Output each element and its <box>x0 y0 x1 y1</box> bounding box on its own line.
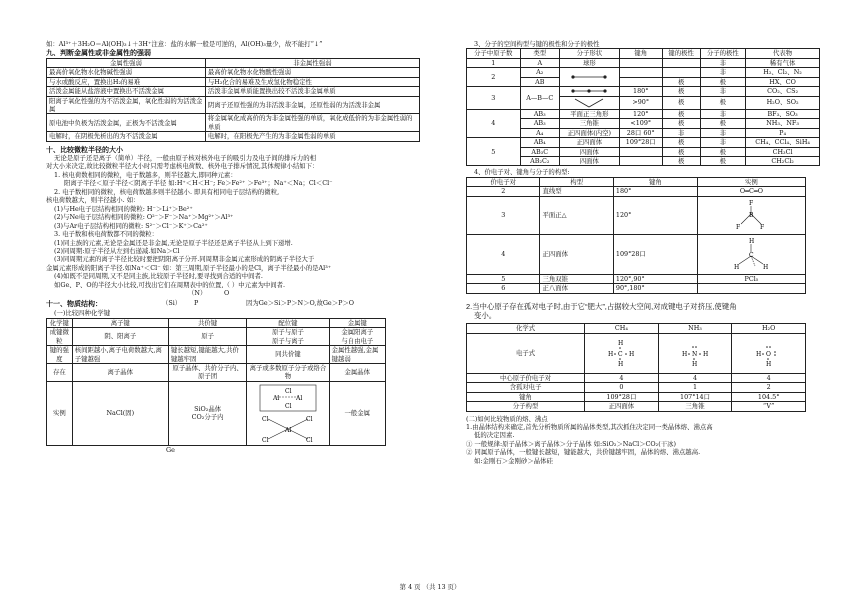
table-cell: H₂O、SO₂ <box>746 96 820 109</box>
element-o: O <box>224 289 230 298</box>
table-cell: 109°28口 <box>585 392 659 401</box>
atom-label: F <box>736 224 741 232</box>
atom-label: H <box>749 238 755 246</box>
table-cell: 正四面体 <box>560 138 620 147</box>
table-cell: 非 <box>662 128 700 137</box>
paragraph-line: 阳离子半径＜原子半径＜阴离子半径 如:H⁺＜H＜H⁻; Fe＞Fe²⁺ ＞Fe³⁺；Na⁺＜Na；Cl＜Cl⁻ <box>64 179 333 188</box>
table-cell: 四面体 <box>560 147 620 156</box>
table-cell: 180° <box>613 187 697 196</box>
paragraph-line: (1)与He电子层结构相同的微粒: H⁻＞Li⁺＞Be²⁺ <box>54 204 193 213</box>
table-cell: A—B—C <box>520 87 559 109</box>
table-cell: 非 <box>700 128 746 137</box>
table-cell: 极 <box>700 96 746 109</box>
paragraph-line: ② 同属原子晶体，一般键长越短，键能越大，共价键越牢固，晶体的熔、沸点越高. <box>466 448 701 457</box>
table-cell: 一般金属 <box>329 381 385 445</box>
table-header: 配位键 <box>247 318 329 327</box>
ch4-structure-svg <box>731 236 771 272</box>
table-cell: 电解时，在阴极先析出的为不活泼金属 <box>47 132 206 141</box>
table-cell: 28口 60° <box>619 128 662 137</box>
paragraph-line: (二)如何比较物质的熔、沸点 <box>466 414 548 423</box>
radius-rules <box>46 154 420 289</box>
table-cell: 存在 <box>47 363 73 381</box>
table-cell <box>619 58 662 67</box>
table-cell: 三角双锥 <box>540 274 613 283</box>
table-header: 键的极性 <box>662 49 700 58</box>
atom-label: B <box>749 212 754 220</box>
section-4-title: 4、价电子对、键角与分子的构型: <box>474 168 570 177</box>
table-cell: 稀有气体 <box>746 58 820 67</box>
table-cell: CH₄、CCl₄、SiH₄ <box>746 138 820 147</box>
table-cell: 离子或多数原子分子或络合物 <box>247 363 329 381</box>
table-cell: 阴、阳离子 <box>72 328 168 346</box>
table-cell: 正四面体 <box>540 234 613 274</box>
table-cell: 活泼非金属单质能置换出较不活泼非金属单质 <box>205 87 419 96</box>
table-cell: 平面正△ <box>540 196 613 234</box>
table-cell: PCl₅ <box>697 274 805 283</box>
section-10-title: 十、比较微粒半径的大小 <box>46 144 123 154</box>
table-cell: 107°14口 <box>658 392 732 401</box>
table-cell: 极 <box>662 109 700 118</box>
table-cell: 金属阳离子 与自由电子 <box>329 328 385 346</box>
table-cell: SiO₂晶体 CO₂分子内 <box>168 381 246 445</box>
paragraph-line: 2. 电子数相同的微粒，核电荷数越多则半径越小. 即具有相同电子层结构的微粒, <box>54 187 280 196</box>
paragraph-line: ① 一般规律:原子晶体＞离子晶体＞分子晶体 如:SiO₂＞NaCl＞CO₂(干冰) <box>466 439 676 448</box>
paragraph-line: (2)与Ne电子层结构相同的微粒: O²⁻＞F⁻＞Na⁺＞Mg²⁺＞Al³⁺ <box>54 213 234 222</box>
paragraph-line: 如Ge、P、O的半径大小比较,可找出它们在周期表中的位置,（ ）中元素为中间者. <box>54 280 286 289</box>
paragraph-line: 1.由晶体结构来确定,首先分析物质所属的晶体类型,其次抓住决定同一类晶体熔、沸点高 <box>466 422 713 431</box>
table-cell: 与H₂化合的易难及生成氢化物稳定性 <box>205 77 419 86</box>
table-header: 键角 <box>619 49 662 58</box>
table-cell: 金属性越强,金属键越弱 <box>329 346 385 364</box>
table-cell: 成键微粒 <box>47 328 73 346</box>
nh3-lewis-svg <box>680 338 710 368</box>
table-cell: 0 <box>585 383 659 392</box>
h2o-lewis-svg <box>754 338 784 368</box>
svg-text:H: H <box>755 351 761 359</box>
table-header: 代表物 <box>746 49 820 58</box>
chemical-bond-table <box>46 318 386 446</box>
ch4-electron-formula <box>585 333 659 373</box>
table-cell: 原电池中负极为活泼金属，正极为不活泼金属 <box>47 114 206 132</box>
table-cell: 6 <box>467 284 540 293</box>
table-cell: HX、CO <box>746 77 820 86</box>
table-cell: 极 <box>700 77 746 86</box>
table-header: 构型 <box>540 177 613 186</box>
paragraph-line: 核电荷数越大，则半径越小. 如： <box>46 196 140 205</box>
table-cell: O═C═O <box>697 187 805 196</box>
table-cell: AB₄ <box>520 138 559 147</box>
bent-molecule-svg <box>569 97 609 109</box>
element-ge: Ge <box>166 445 175 454</box>
svg-text:N: N <box>692 351 698 359</box>
table-header: 离子键 <box>72 318 168 327</box>
table-cell: 极 <box>700 147 746 156</box>
svg-text:H: H <box>703 351 709 359</box>
vsepr-table <box>466 177 806 294</box>
svg-text:C: C <box>618 351 623 359</box>
table-cell: P₄ <box>746 128 820 137</box>
paragraph-line: 1. 核电荷数相同的微粒，电子数越多，则半径越大,即同种元素： <box>54 170 237 179</box>
svg-text:O: O <box>765 351 771 359</box>
paragraph-line: 3. 电子数和核电荷数都不同的微粒： <box>54 230 158 239</box>
table-header: 化学式 <box>467 324 585 333</box>
section-11-subtitle: (一)比较四种化学键 <box>54 309 111 318</box>
table-cell: 三角锥 <box>658 402 732 411</box>
table-header: 分子中原子数 <box>467 49 521 58</box>
table-cell: 极 <box>662 87 700 96</box>
bent-shape-cell <box>560 96 620 109</box>
linear-triatomic-cell <box>560 87 620 96</box>
table-cell: 104.5° <box>732 392 806 401</box>
table-cell: 键的强度 <box>47 346 73 364</box>
table-cell: 5 <box>467 138 521 166</box>
hydrolysis-note: 如：Al³⁺＋3H₂O＝Al(OH)₃↓＋3H⁺注意：盐的水解一般是可逆的，Al(OH)₃量少，故不能打“↓” <box>46 40 323 48</box>
table-cell: 四面体 <box>560 156 620 165</box>
left-column <box>46 40 420 454</box>
svg-text:H: H <box>608 351 614 359</box>
paragraph-line: (1)同主族的元素,无论是金属还是非金属,无论是原子半径还是离子半径从上到下递增. <box>54 238 293 247</box>
nh3-electron-formula <box>658 333 732 373</box>
paragraph-line: (3)同周期元素的离子半径比较时要把阴阳离子分开.同周期非金属元素形成的阴离子半径大于 <box>54 255 315 264</box>
table-cell: 将金属氧化成高价的为非金属性强的单质，氧化成低价的为非金属性弱的单质 <box>205 114 419 132</box>
table-cell: NH₃、NF₃ <box>746 119 820 128</box>
table-cell: 3 <box>467 196 540 234</box>
table-cell: A₄ <box>520 128 559 137</box>
table-cell: 120°,90° <box>613 274 697 283</box>
table-header: 实例 <box>697 177 805 186</box>
paragraph-line: (4)如既不是同周期,又不是同主族,比较原子半径时,要寻找到合适的中间者. <box>54 272 263 281</box>
table-cell: 2 <box>467 187 540 196</box>
table-header: 分子形状 <box>560 49 620 58</box>
h2o-electron-formula <box>732 333 806 373</box>
element-si: （Si） <box>162 299 182 308</box>
table-cell: 4 <box>732 373 806 382</box>
al2cl6-structure-diagram <box>247 381 329 445</box>
table-header: 共价键 <box>168 318 246 327</box>
table-cell: 4 <box>467 234 540 274</box>
table-header: 价电子对 <box>467 177 540 186</box>
table-cell: 原子与原子 原子与离子 <box>247 328 329 346</box>
table-cell: 2 <box>467 68 521 87</box>
atom-label: F <box>749 200 754 208</box>
ch4-structure-cell <box>697 234 805 274</box>
table-cell: 中心原子价电子对 <box>467 373 585 382</box>
atom-label: F <box>760 224 765 232</box>
table-header: 类型 <box>520 49 559 58</box>
linear-triatomic-svg <box>569 87 609 95</box>
table-cell <box>619 68 662 77</box>
svg-text:H: H <box>692 361 698 369</box>
radius-relation: 因为Ge＞Si＞P＞N＞O,故Ge＞P＞O <box>246 299 355 308</box>
table-cell: 90°,180° <box>613 284 697 293</box>
table-cell: AB₃ <box>520 109 559 118</box>
table-cell: 平面正三角形 <box>560 109 620 118</box>
table-cell: 阳离子氧化性强的为不活泼金属，氧化性弱的为活泼金属 <box>47 96 206 114</box>
table-cell <box>662 68 700 77</box>
paragraph-line: 低的决定因素. <box>474 431 515 440</box>
table-cell: BF₃、SO₃ <box>746 109 820 118</box>
table-cell: 109°28口 <box>613 234 697 274</box>
table-header: 分子的极性 <box>700 49 746 58</box>
table-cell: 非 <box>700 68 746 77</box>
table-cell: 极 <box>662 96 700 109</box>
al2cl6-structure-svg <box>258 383 318 443</box>
table-cell: 极 <box>662 138 700 147</box>
table-cell <box>619 147 662 156</box>
table-cell: 三角锥 <box>560 119 620 128</box>
svg-text:H: H <box>618 361 624 369</box>
table-cell: 1 <box>467 58 521 67</box>
table-header: 金属性强弱 <box>47 58 206 67</box>
bf3-structure-svg <box>731 198 771 232</box>
table-cell: 极 <box>662 77 700 86</box>
atom-label: C <box>749 252 754 260</box>
table-cell: 3 <box>467 87 521 109</box>
atom-label: Cl <box>261 437 269 444</box>
table-cell: 核间距越小,离子电荷数越大,离子键越强 <box>72 346 168 364</box>
section-11-title: 十一、物质结构： <box>46 299 102 309</box>
table-cell: 球形 <box>560 58 620 67</box>
table-cell: 金属晶体 <box>329 363 385 381</box>
table-cell: A <box>520 58 559 67</box>
atom-label: Al <box>284 427 292 435</box>
table-cell: 4 <box>658 373 732 382</box>
table-cell: 非 <box>700 138 746 147</box>
table-cell: 极 <box>662 119 700 128</box>
molecular-shape-table <box>466 48 820 166</box>
table-cell: 正八面体 <box>540 284 613 293</box>
table-cell: H₂、Cl₂、N₂ <box>746 68 820 77</box>
lone-pair-table <box>466 323 806 411</box>
table-cell: <109° <box>619 119 662 128</box>
table-cell: 极 <box>662 156 700 165</box>
paragraph-line: (2)同周期:原子半径从左到右递减.如Na＞Cl <box>54 246 180 255</box>
table-cell: 原子 <box>168 328 246 346</box>
section-3-title: 3、分子的空间构型与键的极性和分子的极性 <box>474 40 600 48</box>
table-cell: 极 <box>662 147 700 156</box>
atom-label: H <box>763 264 769 272</box>
table-cell: 离子晶体 <box>72 363 168 381</box>
lone-pair-note: 2.当中心原子存在孤对电子时,由于它“肥大”,占据较大空间,对成键电子对挤压,使键角 <box>466 301 737 311</box>
table-cell: 与水或酸反应，置换出H₂的易难 <box>47 77 206 86</box>
table-cell: 4 <box>585 373 659 382</box>
table-cell: 180° <box>619 87 662 96</box>
atom-label: Cl <box>305 437 313 444</box>
bf3-structure-cell <box>697 196 805 234</box>
table-cell: 电子式 <box>467 333 585 373</box>
table-cell: 同共价键 <box>247 346 329 364</box>
table-cell: “V” <box>732 402 806 411</box>
table-cell: 分子构型 <box>467 402 585 411</box>
table-cell: 120° <box>619 109 662 118</box>
svg-text:H: H <box>682 351 688 359</box>
ge-comparison-n-row <box>46 289 420 299</box>
atom-label: Cl <box>261 416 269 424</box>
table-cell: AB₃C <box>520 147 559 156</box>
table-cell: CH₂Cl₂ <box>746 156 820 165</box>
table-cell: 109°28口 <box>619 138 662 147</box>
table-cell: 电解时，在阳极先产生的为非金属性弱的单质 <box>205 132 419 141</box>
table-cell: AB₃ <box>520 119 559 128</box>
table-cell: 极 <box>700 119 746 128</box>
table-cell: 直线型 <box>540 187 613 196</box>
table-cell: A₂ <box>520 68 559 77</box>
element-n: （N） <box>188 289 207 298</box>
table-cell: >90° <box>619 96 662 109</box>
section-9-title: 九、判断金属性或非金属性的强弱 <box>46 48 151 58</box>
linear-shape-cell <box>560 68 620 87</box>
table-header: 化学键 <box>47 318 73 327</box>
right-column <box>466 40 820 465</box>
svg-text:H: H <box>618 340 624 348</box>
section-11-row <box>46 299 420 309</box>
table-cell: 5 <box>467 274 540 283</box>
table-cell: 阴离子还原性强的为非活泼非金属，还原性弱的为活泼非金属 <box>205 96 419 114</box>
table-cell: 2 <box>732 383 806 392</box>
table-cell: 极 <box>700 156 746 165</box>
table-cell: 实例 <box>47 381 73 445</box>
table-cell: CH₃Cl <box>746 147 820 156</box>
paragraph-line: 对大小来决定,故比较微粒半径大小时只需考虑核电荷数、核外电子排斥情况,其体规律小结如下： <box>46 162 319 171</box>
table-cell: 120° <box>613 196 697 234</box>
svg-text:H: H <box>629 351 635 359</box>
table-cell <box>619 156 662 165</box>
table-cell: 非 <box>700 58 746 67</box>
table-header: NH₃ <box>658 324 732 333</box>
paragraph-line: 无论是原子还是离子（简单）半径，一般由原子核对核外电子的吸引力及电子间的排斥力的相 <box>54 154 317 162</box>
table-cell: 正四面体(内空) <box>560 128 620 137</box>
table-cell: 原子晶体、共价分子内、原子团 <box>168 363 246 381</box>
atom-label: Cl <box>305 416 313 424</box>
table-header: 金属键 <box>329 318 385 327</box>
table-cell: 最高价氧化物水化物酸性强弱 <box>205 68 419 77</box>
table-header: H₂O <box>732 324 806 333</box>
table-header: 非金属性强弱 <box>205 58 419 67</box>
element-p: P <box>194 299 199 308</box>
paragraph-line: 如:金刚石＞金刚砂＞晶体硅 <box>474 456 553 465</box>
atom-label: Cl <box>284 403 292 411</box>
table-cell: CO₂、CS₂ <box>746 87 820 96</box>
table-header: CH₄ <box>585 324 659 333</box>
paragraph-line: (3)与Ar电子层结构相同的微粒: S²⁻＞Cl⁻＞K⁺＞Ca²⁺ <box>54 221 208 230</box>
table-cell: 正四面体 <box>585 402 659 411</box>
lone-pair-note-cont: 变小。 <box>474 311 497 321</box>
table-cell <box>662 58 700 67</box>
atom-label: H <box>734 264 740 272</box>
table-cell: 最高价氧化物水化物碱性强弱 <box>47 68 206 77</box>
table-cell: AB <box>520 77 559 86</box>
page-footer: 第 4 页 （共 13 页） <box>399 583 461 591</box>
table-cell: 活泼金属能从盐溶液中置换出不活泼金属 <box>47 87 206 96</box>
table-header: 键角 <box>613 177 697 186</box>
table-cell <box>619 77 662 86</box>
paragraph-line: 金属元素形成的阳离子半径.如Na⁺＜Cl⁻ 如：第三周期,原子半径最小的是Cl，离子半径最小的是Al³⁺ <box>46 263 332 272</box>
table-cell: 4 <box>467 109 521 137</box>
table-cell: 含孤对电子 <box>467 383 585 392</box>
ch4-lewis-svg <box>606 338 636 368</box>
table-cell: 键角 <box>467 392 585 401</box>
metal-nonmetal-table <box>46 58 420 142</box>
svg-text:H: H <box>765 361 771 369</box>
atom-label: Cl <box>284 388 292 396</box>
linear-diatomic-svg <box>569 73 609 81</box>
table-cell: 非 <box>700 109 746 118</box>
table-cell <box>697 284 805 293</box>
atom-label: Al <box>272 395 280 403</box>
atom-label: Al <box>295 395 303 403</box>
table-cell: 非 <box>700 87 746 96</box>
melting-point-section <box>466 415 820 466</box>
table-cell: NaCl(固) <box>72 381 168 445</box>
table-cell: 1 <box>658 383 732 392</box>
table-cell: AB₂C₂ <box>520 156 559 165</box>
table-cell: 键长越短,键能越大,共价键越牢固 <box>168 346 246 364</box>
